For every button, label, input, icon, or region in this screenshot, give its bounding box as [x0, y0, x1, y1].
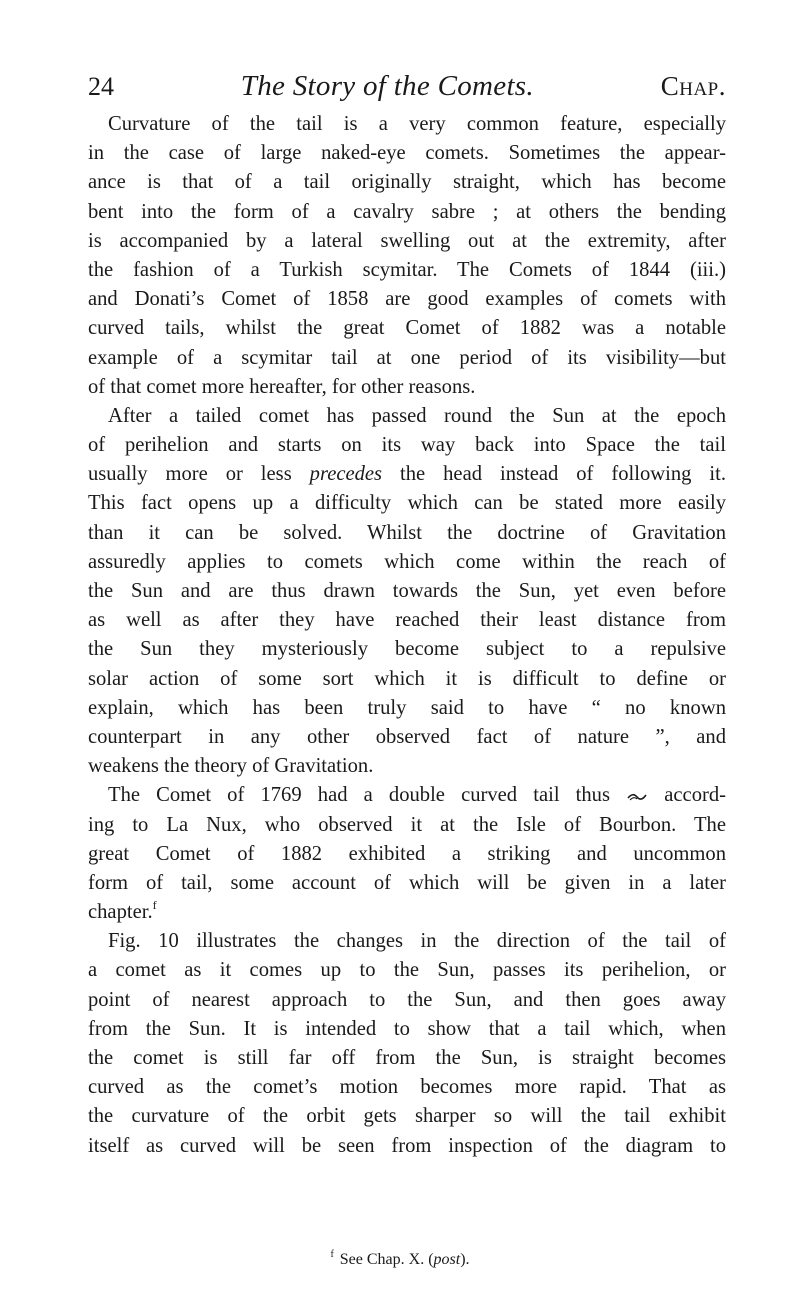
body-text: [88, 110, 726, 1161]
emphasis-precedes: precedes: [309, 463, 383, 486]
footnote-italic: post: [433, 1251, 461, 1268]
footnote-reference: f: [152, 898, 157, 913]
text-run: usually more or less: [88, 463, 310, 486]
text-line: [88, 781, 726, 810]
text-run: the head instead of following it.: [382, 463, 726, 486]
footnote-mark: f: [330, 1249, 334, 1260]
text-line: ance is that of a tail originally straight, which has become: [88, 171, 726, 194]
text-line: the fashion of a Turkish scymitar. The Comets of 1844 (iii.): [88, 258, 726, 281]
book-title: The Story of the Comets.: [240, 70, 534, 102]
text-line: [88, 898, 726, 927]
text-line: After a tailed comet has passed round the Sun at the epoch: [108, 404, 726, 427]
text-line: solar action of some sort which it is difficult to define or: [88, 667, 726, 690]
text-run: The Comet of 1769 had a double curved tail thus: [108, 784, 610, 807]
footnote-text: See Chap. X. (: [339, 1251, 434, 1268]
text-line: assuredly applies to comets which come within the reach of: [88, 550, 726, 573]
text-line: form of tail, some account of which will be given in a later: [88, 871, 726, 894]
text-line: Curvature of the tail is a very common feature, especially: [108, 113, 726, 135]
text-line: weakens the theory of Gravitation.: [88, 755, 374, 778]
text-line: great Comet of 1882 exhibited a striking and uncommon: [88, 842, 726, 865]
footnote-text-end: ).: [460, 1251, 470, 1268]
text-line: of that comet more hereafter, for other reasons.: [88, 375, 476, 398]
double-curved-tail-icon: [626, 792, 648, 802]
text-line: the curvature of the orbit gets sharper so will the tail exhibit: [88, 1105, 726, 1128]
running-head: [88, 70, 726, 108]
text-line: as well as after they have reached their least distance from: [88, 609, 726, 632]
text-line: counterpart in any other observed fact of nature ”, and: [88, 725, 726, 748]
text-line: in the case of large naked-eye comets. Sometimes the appear-: [88, 142, 726, 165]
text-line: [88, 460, 726, 489]
text-line: the Sun they mysteriously become subject to a repulsive: [88, 638, 726, 661]
text-line: and Donati’s Comet of 1858 are good examples of comets with: [88, 288, 726, 311]
text-line: ing to La Nux, who observed it at the Isle of Bourbon. The: [88, 813, 726, 836]
text-line: explain, which has been truly said to have “ no known: [88, 696, 726, 719]
text-line: than it can be solved. Whilst the doctrine of Gravitation: [88, 521, 726, 544]
text-run: accord-: [648, 784, 726, 807]
text-line: Fig. 10 illustrates the changes in the direction of the tail of: [108, 930, 726, 953]
text-line: the comet is still far off from the Sun, is straight becomes: [88, 1047, 726, 1069]
text-line: example of a scymitar tail at one period of its visibility—but: [88, 346, 726, 369]
text-line: bent into the form of a cavalry sabre ; at others the bending: [88, 200, 726, 223]
text-run: chapter.: [88, 901, 153, 924]
text-line: itself as curved will be seen from inspection of the diagram to: [88, 1134, 726, 1157]
text-line: the Sun and are thus drawn towards the Sun, yet even before: [88, 580, 726, 602]
page-number: 24: [88, 72, 114, 101]
text-line: of perihelion and starts on its way back into Space the tail: [88, 434, 726, 457]
text-line: curved tails, whilst the great Comet of 1882 was a notable: [88, 317, 726, 340]
text-line: point of nearest approach to the Sun, and then goes away: [88, 988, 726, 1011]
text-line: a comet as it comes up to the Sun, passes its perihelion, or: [88, 959, 726, 982]
chapter-label: Chap.: [660, 71, 726, 101]
text-line: from the Sun. It is intended to show that a tail which, when: [88, 1017, 726, 1040]
text-line: This fact opens up a difficulty which can be stated more easily: [88, 492, 726, 515]
text-line: curved as the comet’s motion becomes more rapid. That as: [88, 1076, 726, 1099]
text-line: is accompanied by a lateral swelling out at the extremity, after: [88, 229, 726, 252]
footnote: [0, 1251, 800, 1269]
